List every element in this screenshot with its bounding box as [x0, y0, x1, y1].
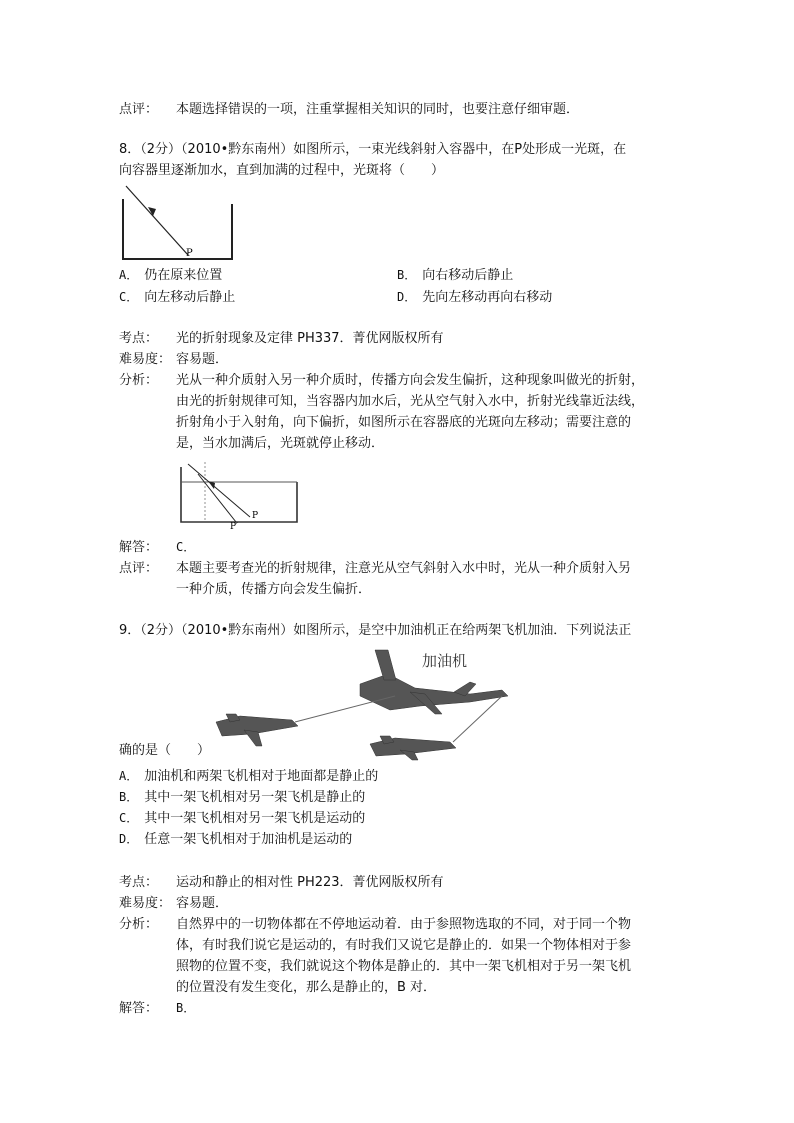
q9-kaodian-text: 运动和静止的相对性 PH223．菁优网版权所有: [176, 875, 444, 890]
q8-dianping-line1: 本题主要考查光的折射规律，注意光从空气斜射入水中时，光从一种介质射入另: [176, 561, 632, 576]
q8-fenxi-line3: 折射角小于入射角，向下偏折，如图所示在容器底的光斑向左移动；需要注意的: [176, 415, 632, 430]
q9-nandu-label: 难易度：: [119, 896, 172, 911]
q8-figure-label: P: [186, 248, 193, 259]
q9-stem-line2: 确的是（ ）: [119, 743, 211, 758]
q8-container-figure: [118, 184, 238, 264]
q8-nandu-label: 难易度：: [119, 352, 172, 367]
q8-stem-line1: 8．（2分）（2010•黔东南州）如图所示，一束光线斜射入容器中，在P处形成一光斑，在: [119, 142, 627, 157]
q8-fenxi-line4: 是，当水加满后，光斑就停止移动．: [176, 436, 385, 451]
q8-jieda-label: 解答：: [119, 540, 159, 555]
q9-stem-line1: 9．（2分）（2010•黔东南州）如图所示，是空中加油机正在给两架飞机加油．下列说法正: [119, 623, 632, 638]
q9-figure-caption: 加油机: [422, 652, 468, 670]
q9-option-d: D． 任意一架飞机相对于加油机是运动的: [119, 832, 353, 847]
q9-fenxi-line4: 的位置没有发生变化，那么是静止的，B 对．: [176, 980, 437, 995]
q8-option-a: A． 仍在原来位置: [119, 268, 223, 283]
q8-nandu-text: 容易题．: [176, 352, 229, 367]
q8-kaodian-text: 光的折射现象及定律 PH337．菁优网版权所有: [176, 331, 444, 346]
q8-option-d: D． 先向左移动再向右移动: [397, 290, 553, 305]
q9-kaodian-label: 考点：: [119, 875, 159, 890]
q8-stem-line2: 向容器里逐渐加水，直到加满的过程中，光斑将（ ）: [119, 163, 445, 178]
q9-option-a: A． 加油机和两架飞机相对于地面都是静止的: [119, 769, 379, 784]
review-text: 本题选择错误的一项，注重掌握相关知识的同时，也要注意仔细审题．: [176, 102, 580, 117]
q9-nandu-text: 容易题．: [176, 896, 229, 911]
q8-dianping-line2: 一种介质，传播方向会发生偏折．: [176, 582, 372, 597]
q8-option-b: B． 向右移动后静止: [397, 268, 514, 283]
q9-fenxi-label: 分析：: [119, 917, 159, 932]
q8-fenxi-line1: 光从一种介质射入另一种介质时，传播方向会发生偏折，这种现象叫做光的折射，: [176, 373, 645, 388]
q8-option-c: C． 向左移动后静止: [119, 290, 236, 305]
q9-fenxi-line1: 自然界中的一切物体都在不停地运动着．由于参照物选取的不同，对于同一个物: [176, 917, 632, 932]
q9-option-c: C． 其中一架飞机相对另一架飞机是运动的: [119, 811, 366, 826]
q8-dianping-label: 点评：: [119, 561, 159, 576]
q8-refraction-figure: [178, 462, 302, 530]
q9-refueling-figure: [210, 644, 520, 762]
q9-fenxi-line3: 照物的位置不变，我们就说这个物体是静止的．其中一架飞机相对于另一架飞机: [176, 959, 632, 974]
q8-jieda-text: C．: [176, 540, 196, 554]
q8-fenxi-line2: 由光的折射规律可知，当容器内加水后，光从空气射入水中，折射光线靠近法线，: [176, 394, 645, 409]
q8-fig2-label-p: P: [252, 511, 259, 521]
q8-kaodian-label: 考点：: [119, 331, 159, 346]
review-label: 点评：: [119, 102, 159, 117]
q9-fenxi-line2: 体，有时我们说它是运动的，有时我们又说它是静止的．如果一个物体相对于参: [176, 938, 632, 953]
q8-fenxi-label: 分析：: [119, 373, 159, 388]
q9-jieda-label: 解答：: [119, 1001, 159, 1016]
q9-option-b: B． 其中一架飞机相对另一架飞机是静止的: [119, 790, 366, 805]
q9-jieda-text: B．: [176, 1001, 196, 1015]
q8-fig2-label-pp: P′: [230, 522, 239, 532]
